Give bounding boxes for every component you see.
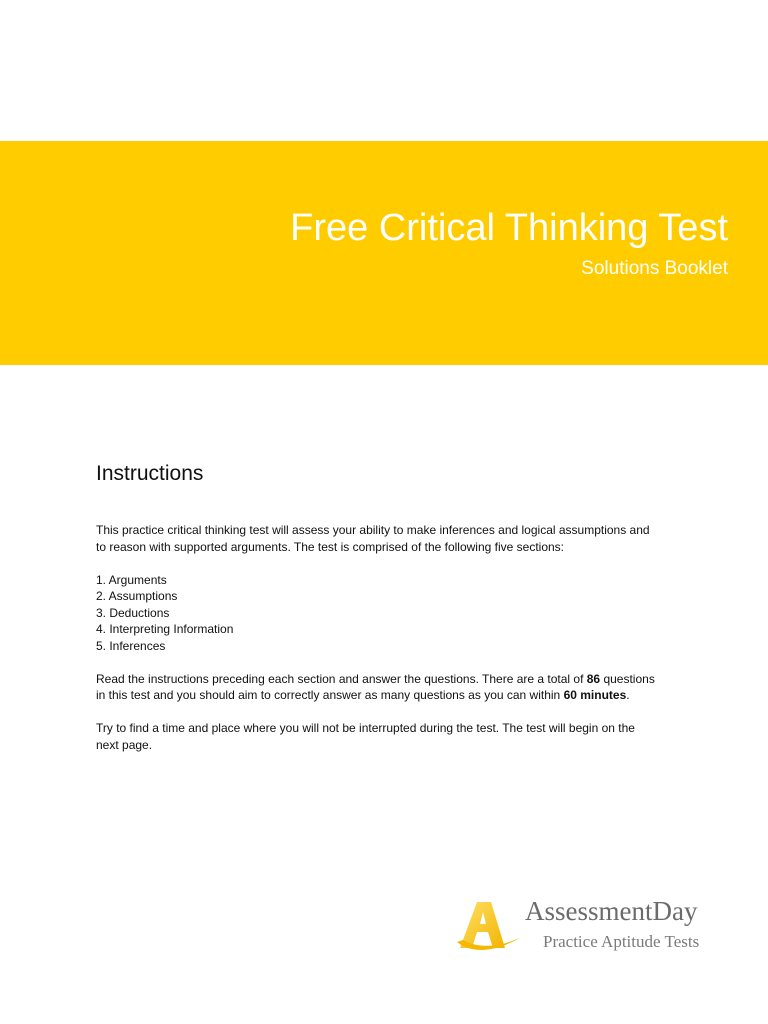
- logo-tagline: Practice Aptitude Tests: [543, 932, 700, 951]
- para-text: .: [626, 688, 630, 702]
- para-text: Read the instructions preceding each section and answer the questions. There are a total of: [96, 671, 587, 686]
- time-limit: 60 minutes: [563, 688, 627, 702]
- intro-paragraph: This practice critical thinking test will assess your ability to make inferences and logical assumptions and to reason with supported arguments. The test is comprised of the following five sections:: [96, 523, 650, 554]
- sections-list: [96, 572, 656, 655]
- logo-name: AssessmentDay: [525, 896, 698, 926]
- time-limit-paragraph: [96, 671, 656, 704]
- document-title: Free Critical Thinking Test: [290, 207, 728, 249]
- question-count: 86: [586, 671, 601, 686]
- para-text: questions in this test and you should aim to correctly answer as many questions as you can within: [96, 671, 655, 702]
- list-item: 3. Deductions: [96, 605, 170, 620]
- document-subtitle: Solutions Booklet: [581, 258, 728, 279]
- assessmentday-logo: [455, 892, 740, 964]
- list-item: 5. Inferences: [96, 638, 166, 653]
- instructions-section: [96, 462, 656, 770]
- assessmentday-a-icon: [455, 898, 525, 960]
- list-item: 2. Assumptions: [96, 589, 178, 603]
- list-item: 1. Arguments: [96, 572, 167, 587]
- list-item: 4. Interpreting Information: [96, 622, 234, 636]
- instructions-heading: Instructions: [96, 462, 204, 485]
- environment-paragraph: Try to find a time and place where you will not be interrupted during the test. The test will begin on the next page.: [96, 721, 635, 752]
- title-banner: [0, 141, 768, 365]
